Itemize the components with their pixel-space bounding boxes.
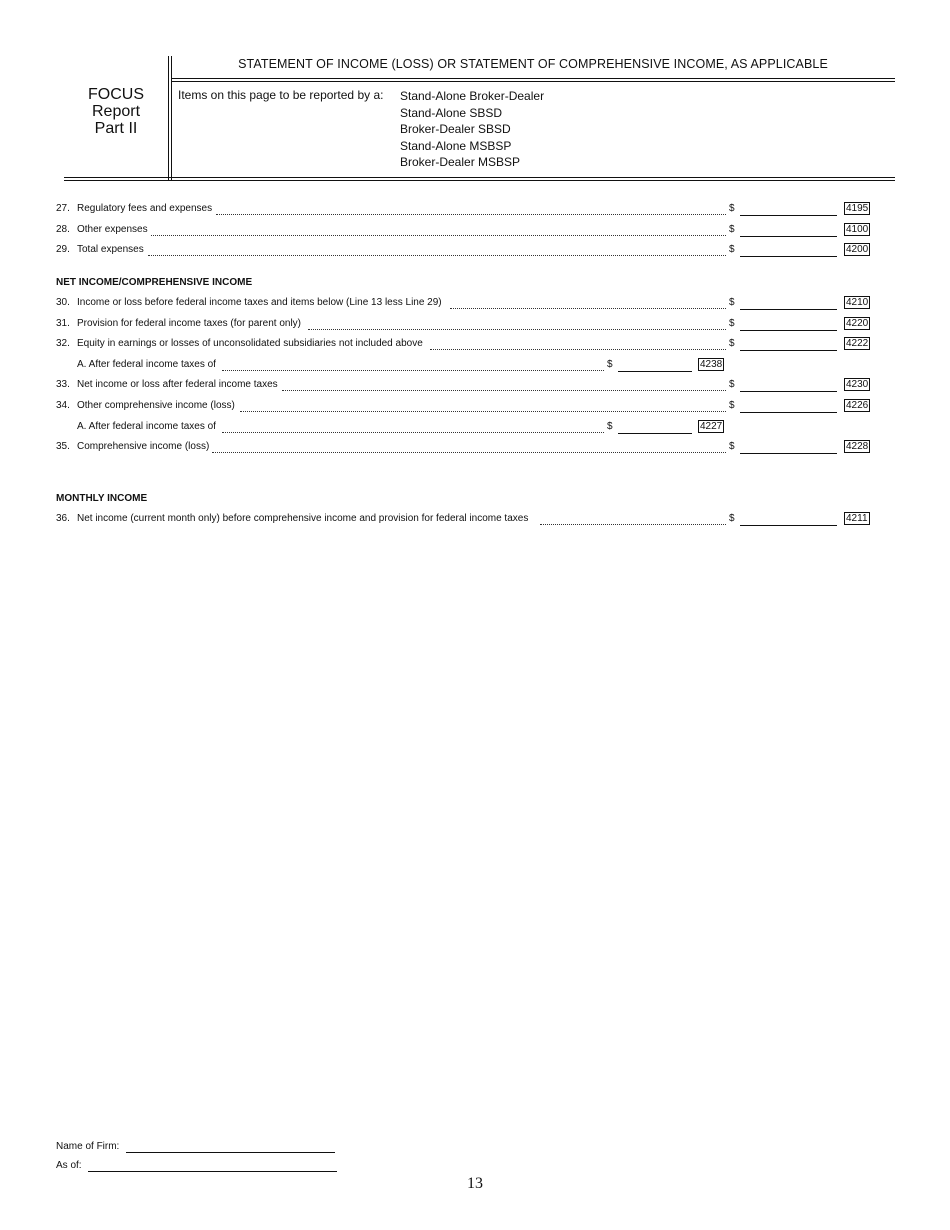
- line-code-box: 4222: [846, 338, 869, 349]
- currency-symbol: $: [729, 224, 735, 235]
- page-number: 13: [467, 1175, 483, 1192]
- title-rule-top: [171, 78, 895, 79]
- line-label: Income or loss before federal income taxes and items below (Line 13 less Line 29): [77, 297, 442, 308]
- header-rule-top: [64, 177, 895, 178]
- header-divider-vertical: [168, 56, 172, 180]
- line-label: Total expenses: [77, 244, 144, 255]
- amount-field-4222[interactable]: [740, 339, 837, 351]
- line-label: Regulatory fees and expenses: [77, 203, 213, 214]
- currency-symbol: $: [729, 338, 735, 349]
- amount-field-4220[interactable]: [740, 319, 837, 331]
- leader-dots: [151, 225, 726, 236]
- line-number: 35.: [56, 441, 70, 452]
- section-net-income: NET INCOME/COMPREHENSIVE INCOME: [56, 277, 253, 288]
- section-monthly-income: MONTHLY INCOME: [56, 493, 148, 504]
- line-number: 29.: [56, 244, 70, 255]
- line-code-box: 4195: [846, 203, 869, 214]
- line-code-box: 4210: [846, 297, 869, 308]
- line-code-box: 4230: [846, 379, 869, 390]
- firm-name-field[interactable]: [126, 1142, 335, 1153]
- line-label: A. After federal income taxes of: [77, 421, 216, 432]
- currency-symbol: $: [729, 318, 735, 329]
- line-code-box: 4226: [846, 400, 869, 411]
- line-number: 27.: [56, 203, 70, 214]
- report-name-line-2: Report: [91, 103, 141, 120]
- leader-dots: [148, 245, 726, 256]
- as-of-field[interactable]: [88, 1161, 337, 1172]
- currency-symbol: $: [729, 513, 735, 524]
- as-of-label: As of:: [56, 1160, 82, 1171]
- report-name-line-3: Part II: [94, 120, 138, 137]
- line-number: 30.: [56, 297, 70, 308]
- items-reported-label: Items on this page to be reported by a:: [178, 88, 384, 102]
- line-code-box: 4228: [846, 441, 869, 452]
- amount-field-4230[interactable]: [740, 380, 837, 392]
- line-label: Net income (current month only) before comprehensive income and provision for federal income taxes: [77, 513, 529, 524]
- line-number: 32.: [56, 338, 70, 349]
- entity-item: Broker-Dealer SBSD: [400, 122, 511, 136]
- line-code-box: 4211: [846, 513, 868, 524]
- amount-field-4100[interactable]: [740, 225, 837, 237]
- line-label: Other expenses: [77, 224, 148, 235]
- line-label: Provision for federal income taxes (for parent only): [77, 318, 301, 329]
- entity-item: Stand-Alone MSBSP: [400, 138, 512, 153]
- line-number: 34.: [56, 400, 70, 411]
- entity-item: Stand-Alone Broker-Dealer: [400, 89, 545, 103]
- line-label: A. After federal income taxes of: [77, 359, 216, 370]
- amount-field-4228[interactable]: [740, 442, 837, 454]
- line-label: Comprehensive income (loss): [77, 441, 210, 452]
- line-code-box: 4220: [846, 318, 869, 329]
- entity-item: Stand-Alone SBSD: [400, 105, 503, 120]
- line-number: 28.: [56, 224, 70, 235]
- report-name-line-1: FOCUS: [88, 86, 144, 103]
- currency-symbol: $: [729, 441, 735, 452]
- line-label: Net income or loss after federal income taxes: [77, 379, 278, 390]
- leader-dots: [308, 319, 726, 330]
- line-label: Equity in earnings or losses of unconsolidated subsidiaries not included above: [77, 338, 423, 349]
- line-number: 31.: [56, 318, 70, 329]
- currency-symbol: $: [729, 203, 735, 214]
- amount-field-4227[interactable]: [618, 422, 692, 434]
- currency-symbol: $: [729, 379, 735, 390]
- leader-dots: [216, 204, 726, 215]
- report-name: [64, 56, 168, 178]
- leader-dots: [222, 422, 604, 433]
- leader-dots: [430, 339, 726, 350]
- entity-item: Broker-Dealer MSBSP: [400, 155, 521, 169]
- amount-field-4195[interactable]: [740, 204, 837, 216]
- currency-symbol: $: [729, 297, 735, 308]
- firm-name-label: Name of Firm:: [56, 1141, 120, 1152]
- line-code-box: 4200: [846, 244, 869, 255]
- page-title: STATEMENT OF INCOME (LOSS) OR STATEMENT OF COMPREHENSIVE INCOME, AS APPLICABLE: [238, 57, 828, 71]
- amount-field-4211[interactable]: [740, 514, 837, 526]
- entity-list: [400, 88, 544, 171]
- leader-dots: [222, 360, 604, 371]
- leader-dots: [540, 514, 726, 525]
- leader-dots: [282, 380, 726, 391]
- header-rule-bottom: [64, 180, 895, 181]
- line-code-box: 4238: [700, 359, 723, 370]
- line-number: 36.: [56, 513, 70, 524]
- amount-field-4226[interactable]: [740, 401, 837, 413]
- amount-field-4200[interactable]: [740, 245, 837, 257]
- line-label: Other comprehensive income (loss): [77, 400, 235, 411]
- line-code-box: 4227: [700, 421, 723, 432]
- leader-dots: [240, 401, 726, 412]
- leader-dots: [450, 298, 726, 309]
- currency-symbol: $: [729, 400, 735, 411]
- currency-symbol: $: [607, 421, 613, 432]
- line-code-box: 4100: [846, 224, 869, 235]
- title-rule-bottom: [171, 81, 895, 82]
- line-number: 33.: [56, 379, 70, 390]
- amount-field-4238[interactable]: [618, 360, 692, 372]
- currency-symbol: $: [607, 359, 613, 370]
- leader-dots: [212, 442, 726, 453]
- amount-field-4210[interactable]: [740, 298, 837, 310]
- currency-symbol: $: [729, 244, 735, 255]
